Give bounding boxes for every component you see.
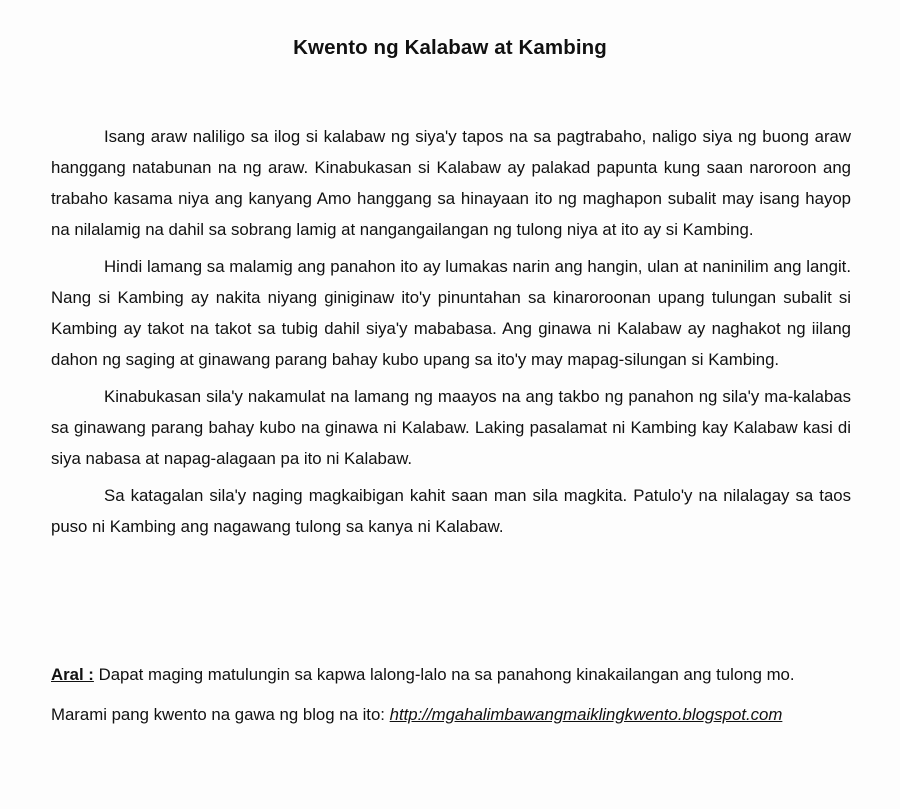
blog-link[interactable]: http://mgahalimbawangmaiklingkwento.blogspot.com <box>389 705 783 724</box>
moral-label: Aral : <box>51 665 94 684</box>
story-title: Kwento ng Kalabaw at Kambing <box>293 36 607 59</box>
paragraph-2: Hindi lamang sa malamig ang panahon ito ay lumakas narin ang hangin, ulan at naninilim ang langit. Nang si Kambing ay nakita niyang giniginaw ito'y pinuntahan sa kinaroroonan upang tulungan subalit si Kambing ay takot na takot sa tubig dahil siya'y mababasa. Ang ginawa ni Kalabaw ay naghakot ng iilang dahon ng saging at ginawang parang bahay kubo upang sa ito'y may mapag-silungan si Kambing. <box>51 257 851 369</box>
moral-lesson <box>51 661 871 689</box>
blog-footer <box>51 701 871 729</box>
paragraph-1: Isang araw naliligo sa ilog si kalabaw ng siya'y tapos na sa pagtrabaho, naligo siya ng buong araw hanggang natabunan na ng araw. Kinabukasan si Kalabaw ay palakad papunta kung saan naroroon ang trabaho kasama niya ang kanyang Amo hanggang sa hinayaan ito ng maghapon subalit may isang hayop na nilalamig na dahil sa sobrang lamig at nangangailangan ng tulong niya at ito ay si Kambing. <box>51 127 851 239</box>
moral-text: Dapat maging matulungin sa kapwa lalong-lalo na sa panahong kinakailangan ang tulong mo. <box>93 665 795 684</box>
paragraph-4: Sa katagalan sila'y naging magkaibigan kahit saan man sila magkita. Patulo'y na nilalagay sa taos puso ni Kambing ang nagawang tulong sa kanya ni Kalabaw. <box>51 486 851 536</box>
footer-text: Marami pang kwento na gawa ng blog na ito: <box>51 705 390 724</box>
paragraph-3: Kinabukasan sila'y nakamulat na lamang ng maayos na ang takbo ng panahon ng sila'y ma-kalabas sa ginawang parang bahay kubo na ginawa ni Kalabaw. Laking pasalamat ni Kambing kay Kalabaw kasi di siya nabasa at napag-alagaan pa ito ni Kalabaw. <box>51 387 851 468</box>
story-body <box>51 121 851 548</box>
